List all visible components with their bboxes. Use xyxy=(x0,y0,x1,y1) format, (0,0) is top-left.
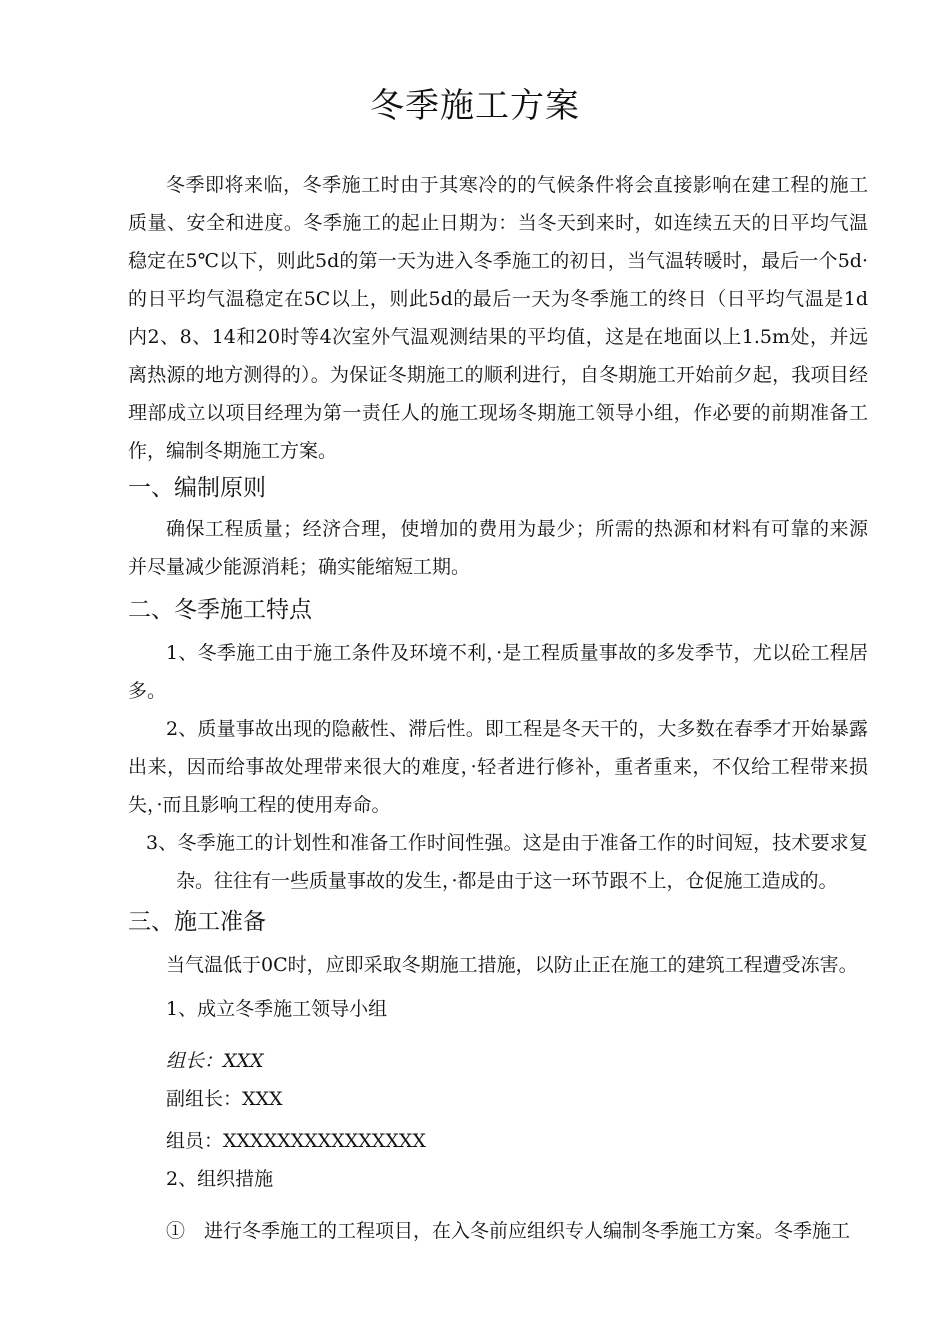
document-title: 冬季施工方案 xyxy=(370,86,580,126)
preparation-intro: 当气温低于0C时，应即采取冬期施工措施，以防止正在施工的建筑工程遭受冻害。 xyxy=(166,954,858,976)
section-heading-features: 二、冬季施工特点 xyxy=(128,597,312,623)
feature-item-1: 1、冬季施工由于施工条件及环境不利，·是工程质量事故的多发季节，尤以砼工程居多。 xyxy=(128,642,868,702)
section-heading-preparation: 三、施工准备 xyxy=(128,909,266,935)
measure-item-1: ① 进行冬季施工的工程项目，在入冬前应组织专人编制冬季施工方案。冬季施工 xyxy=(166,1220,851,1242)
feature-item-2: 2、质量事故出现的隐蔽性、滞后性。即工程是冬天干的，大多数在春季才开始暴露出来，因而给事故处理带来很大的难度，·轻者进行修补，重者重来，不仅给工程带来损失，·而且影响工程的使用寿命。 xyxy=(128,718,868,816)
principles-paragraph: 确保工程质量；经济合理，使增加的费用为最少；所需的热源和材料有可靠的来源并尽量减少能源消耗；确实能缩短工期。 xyxy=(128,518,868,578)
group-leader: 组长：XXX xyxy=(166,1050,264,1072)
group-members: 组员：XXXXXXXXXXXXXXX xyxy=(166,1130,426,1152)
intro-paragraph: 冬季即将来临，冬季施工时由于其寒冷的的气候条件将会直接影响在建工程的施工质量、安全和进度。冬季施工的起止日期为：当冬天到来时，如连续五天的日平均气温稳定在5℃以下，则此5d的第一天为进入冬季施工的初日，当气温转暖时，最后一个5d·的日平均气温稳定在5C以上，则此5d的最后一天为冬季施工的终日（日平均气温是1d内2、8、14和20时等4次室外气温观测结果的平均值，这是在地面以上1.5m处，并远离热源的地方测得的）。为保证冬期施工的顺利进行，自冬期施工开始前夕起，我项目经理部成立以项目经理为第一责任人的施工现场冬期施工领导小组，作必要的前期准备工作，编制冬期施工方案。 xyxy=(128,174,868,462)
subsection-organization-measures: 2、组织措施 xyxy=(166,1168,274,1190)
subsection-leadership-group: 1、成立冬季施工领导小组 xyxy=(166,998,388,1020)
section-heading-principles: 一、编制原则 xyxy=(128,475,266,501)
deputy-leader: 副组长：XXX xyxy=(166,1088,283,1110)
feature-item-3: 3、冬季施工的计划性和准备工作时间性强。这是由于准备工作的时间短，技术要求复杂。往往有一些质量事故的发生，·都是由于这一环节跟不上，仓促施工造成的。 xyxy=(146,832,868,892)
